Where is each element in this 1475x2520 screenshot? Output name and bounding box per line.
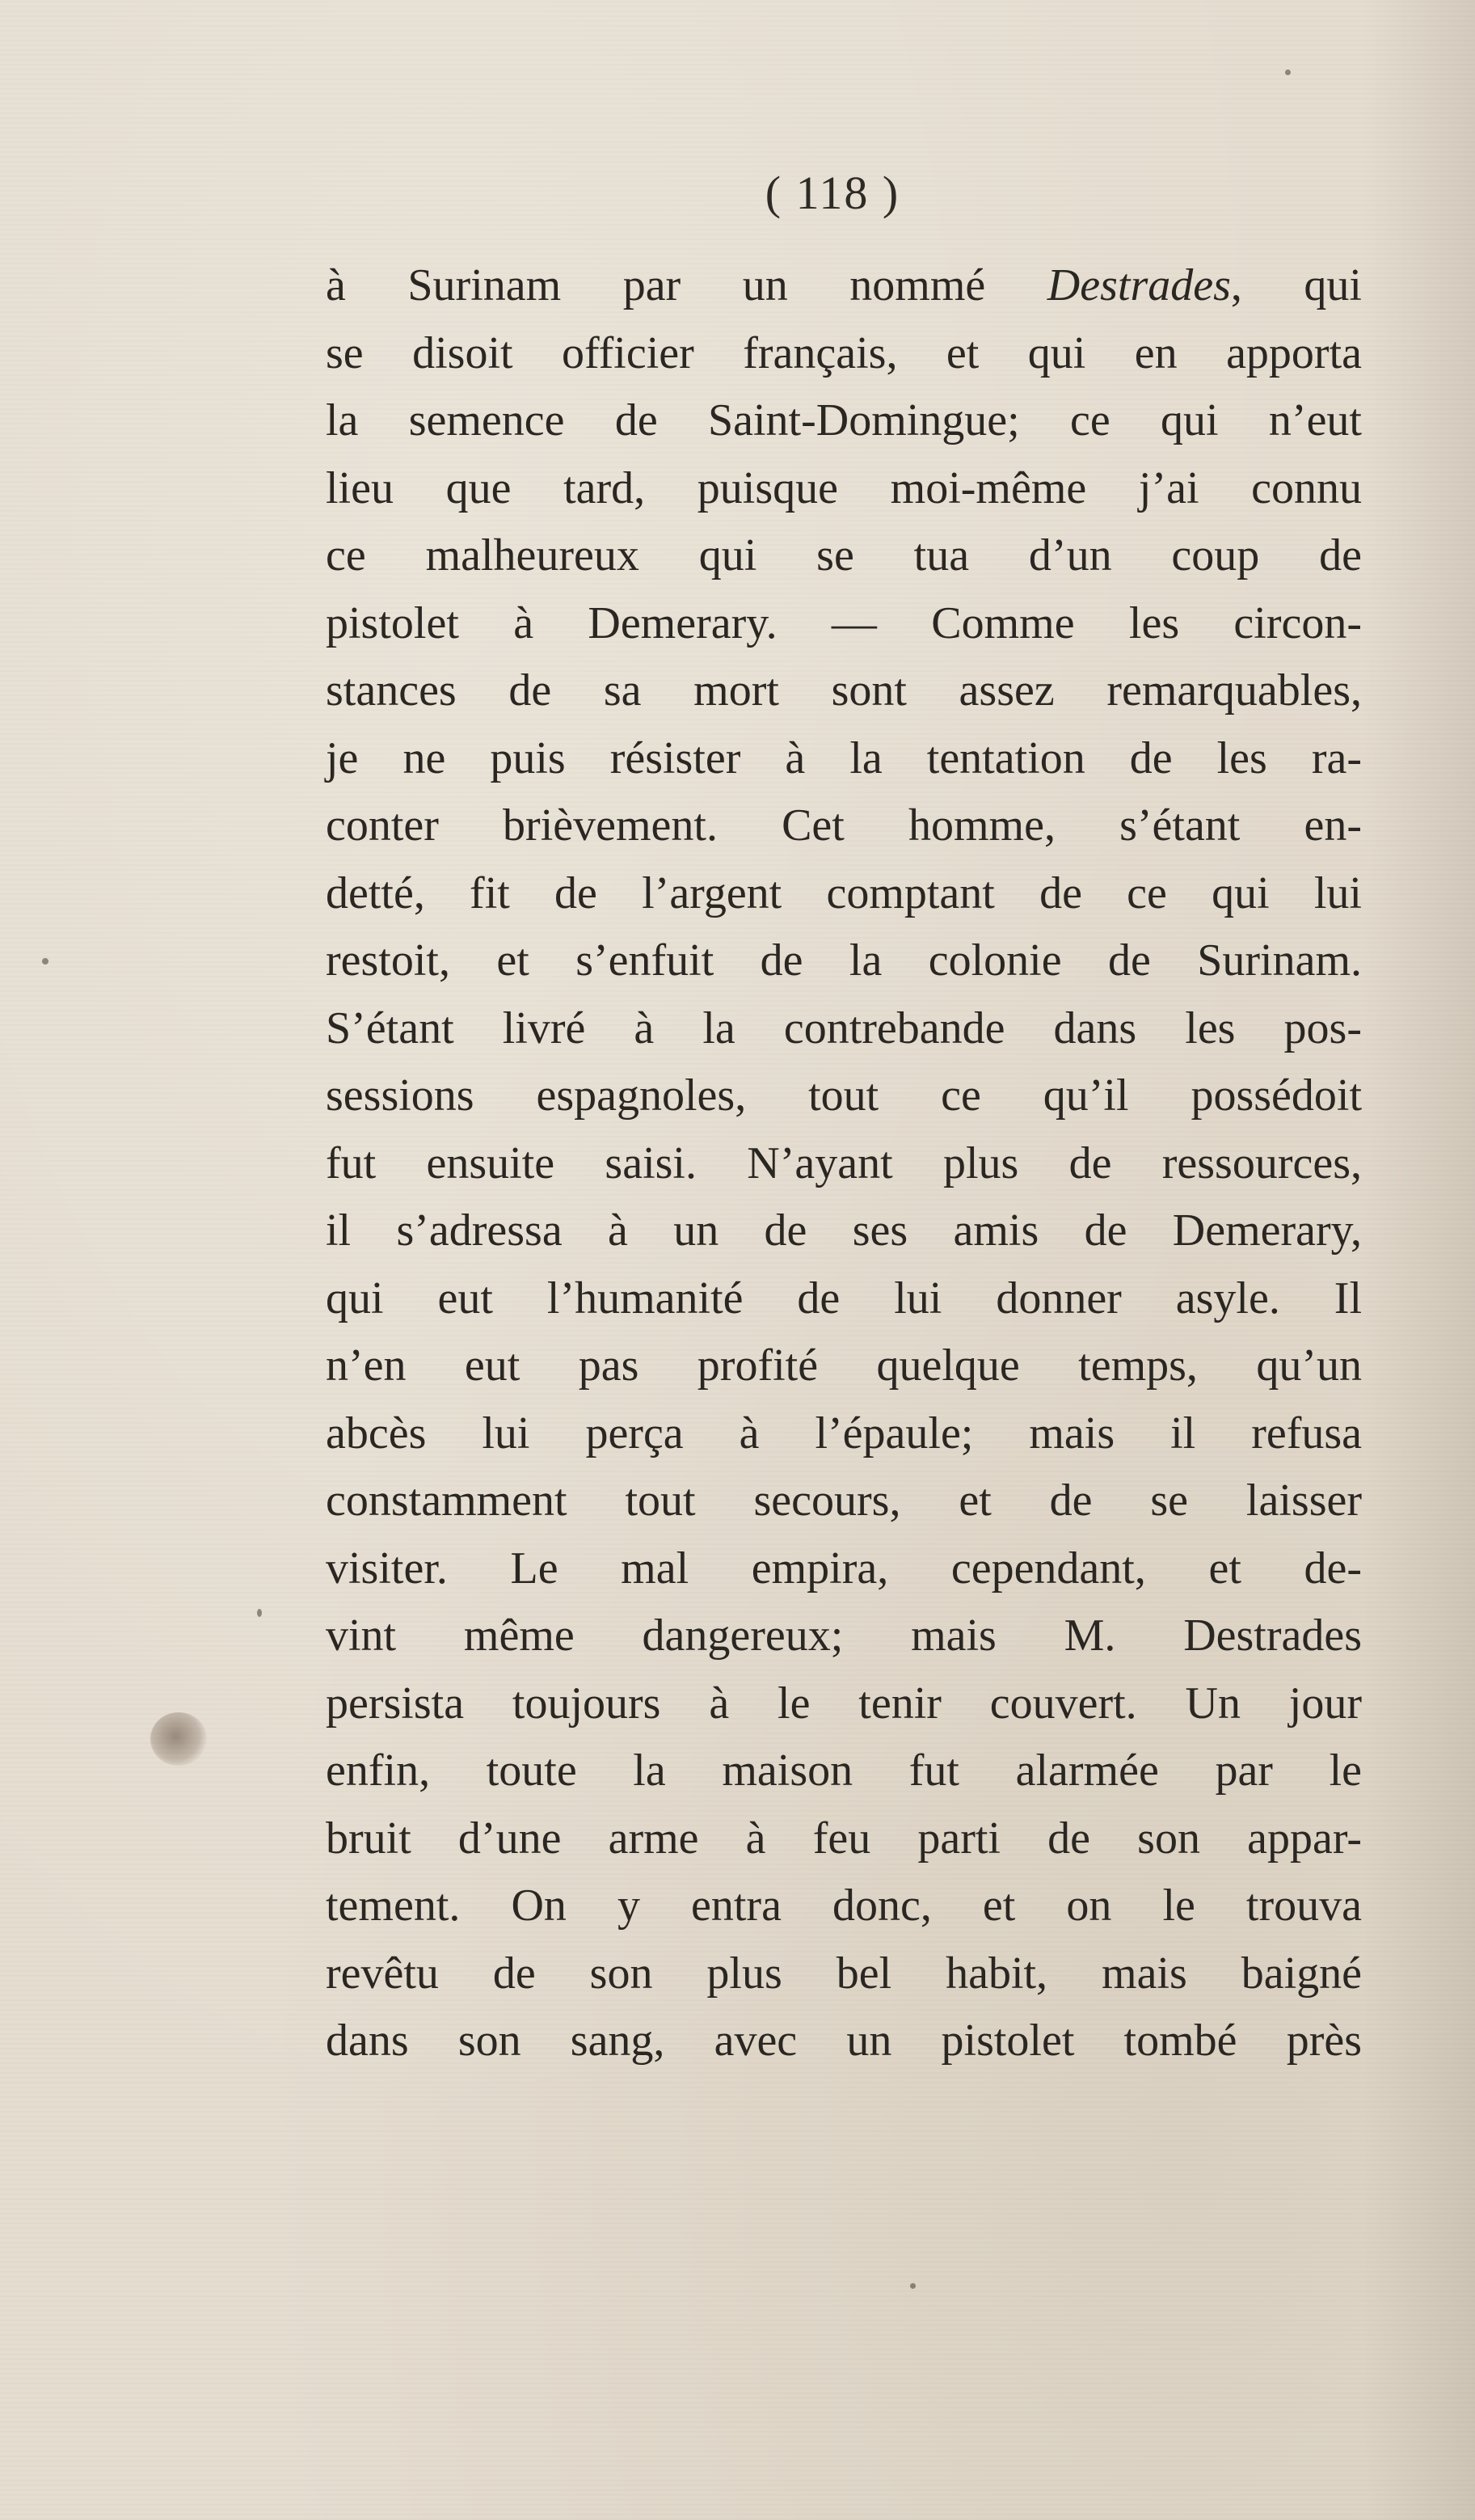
text-line-11: restoit, et s’enfuit de la colonie de Surinam. bbox=[326, 935, 1362, 986]
text-line-2: se disoit officier français, et qui en apporta bbox=[326, 327, 1362, 378]
body-text bbox=[326, 252, 1362, 2075]
text-line-14: fut ensuite saisi. N’ayant plus de ressources, bbox=[326, 1138, 1362, 1188]
text-line-23: enfin, toute la maison fut alarmée par le bbox=[326, 1745, 1362, 1796]
page-number: ( 118 ) bbox=[765, 167, 900, 219]
text-line-24: bruit d’une arme à feu parti de son appar- bbox=[326, 1813, 1362, 1864]
text-line-22: persista toujours à le tenir couvert. Un jour bbox=[326, 1678, 1362, 1729]
text-line-4: lieu que tard, puisque moi-même j’ai connu bbox=[326, 462, 1362, 513]
paper-speck bbox=[1285, 70, 1291, 75]
text-line-18: abcès lui perça à l’épaule; mais il refusa bbox=[326, 1408, 1362, 1458]
text-line-9: conter brièvement. Cet homme, s’étant en- bbox=[326, 800, 1362, 851]
text-line-16: qui eut l’humanité de lui donner asyle. Il bbox=[326, 1273, 1362, 1323]
text-line-6: pistolet à Demerary. — Comme les circon- bbox=[326, 597, 1362, 648]
text-line-20: visiter. Le mal empira, cependant, et de- bbox=[326, 1543, 1362, 1593]
text-line-1 bbox=[326, 252, 1362, 320]
paper-speck bbox=[42, 958, 48, 965]
text-line-1-start: à Surinam par un nommé bbox=[326, 260, 1047, 310]
text-line-25: tement. On y entra donc, et on le trouva bbox=[326, 1881, 1362, 1931]
text-line-5: ce malheureux qui se tua d’un coup de bbox=[326, 530, 1362, 580]
italic-name-destrades: Destrades bbox=[1047, 260, 1231, 310]
text-line-15: il s’adressa à un de ses amis de Demerary, bbox=[326, 1205, 1362, 1256]
page-gutter-shadow bbox=[1362, 0, 1475, 2520]
text-line-27: dans son sang, avec un pistolet tombé près bbox=[326, 2016, 1362, 2066]
text-line-12: S’étant livré à la contrebande dans les pos- bbox=[326, 1003, 1362, 1053]
text-line-10: detté, fit de l’argent comptant de ce qui lui bbox=[326, 867, 1362, 918]
text-line-17: n’en eut pas profité quelque temps, qu’un bbox=[326, 1340, 1362, 1391]
paper-speck bbox=[910, 2283, 916, 2289]
ink-stain bbox=[150, 1712, 207, 1766]
text-line-8: je ne puis résister à la tentation de les ra- bbox=[326, 732, 1362, 783]
text-line-21: vint même dangereux; mais M. Destrades bbox=[326, 1610, 1362, 1661]
paper-speck bbox=[257, 1609, 262, 1617]
text-line-26: revêtu de son plus bel habit, mais baigné bbox=[326, 1948, 1362, 1999]
text-line-1-end: , qui bbox=[1230, 260, 1362, 310]
text-line-3: la semence de Saint-Domingue; ce qui n’eut bbox=[326, 395, 1362, 445]
text-line-13: sessions espagnoles, tout ce qu’il possédoit bbox=[326, 1070, 1362, 1121]
text-line-7: stances de sa mort sont assez remarquables, bbox=[326, 665, 1362, 715]
text-line-19: constamment tout secours, et de se laisser bbox=[326, 1475, 1362, 1526]
